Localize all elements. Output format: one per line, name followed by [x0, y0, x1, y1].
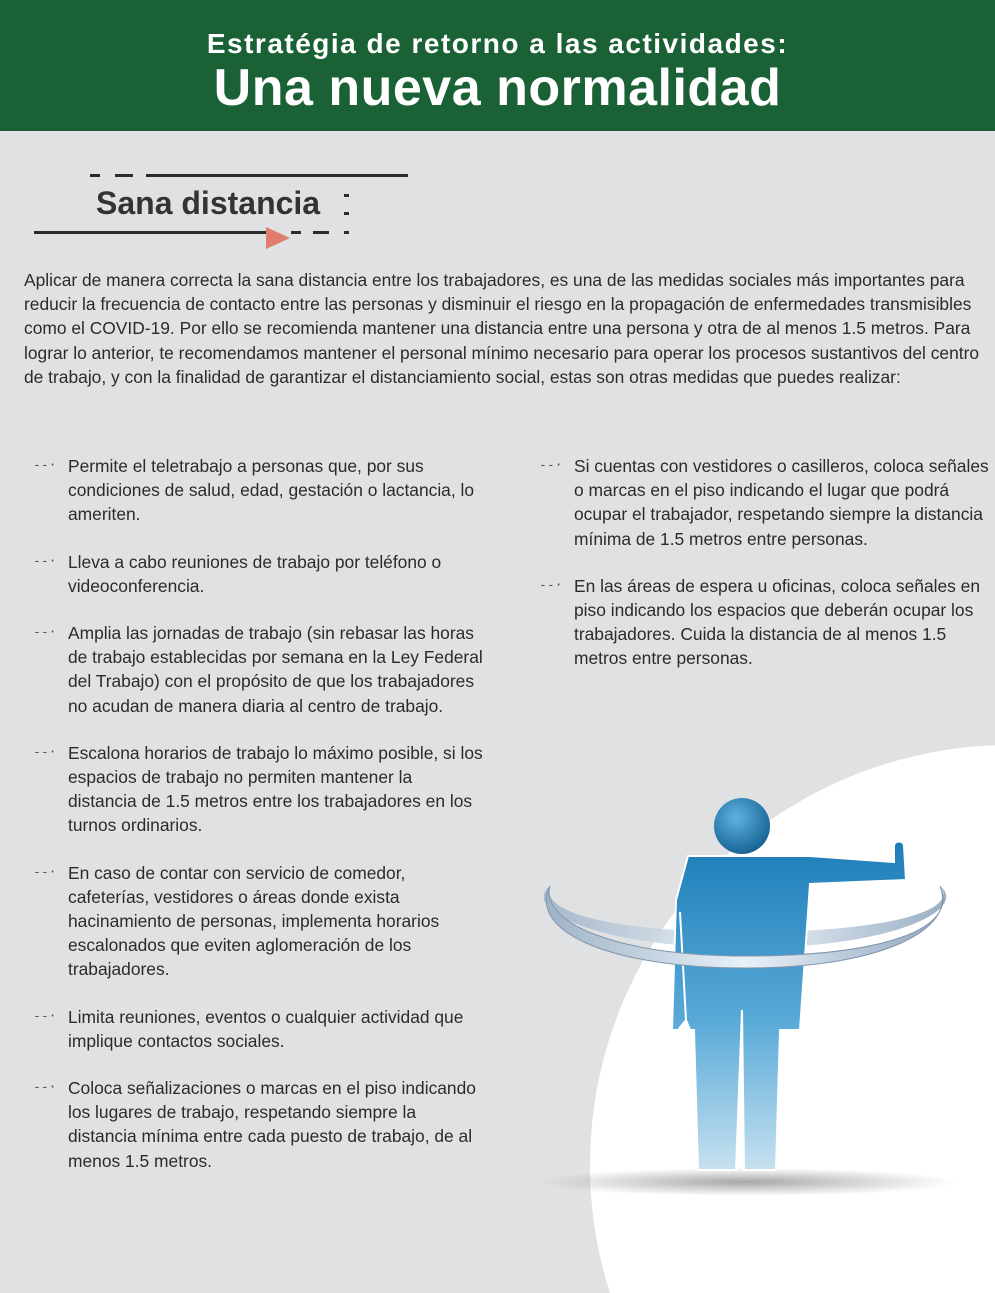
measure-text: Lleva a cabo reuniones de trabajo por teléfono o videoconferencia.: [68, 551, 442, 596]
decor-line: [34, 231, 270, 234]
intro-paragraph: Aplicar de manera correcta la sana distancia entre los trabajadores, es una de las medidas sociales más importantes para reducir la frecuencia de contacto entre las personas y disminuir el riesgo en la propagación de enfermedades transmisibles como el COVID-19. Por ello se recomienda mantener una distancia entre una persona y otra de al menos 1.5 metros. Para lograr lo anterior, te recomendamos mantener el personal mínimo necesario para operar los procesos sustantivos del centro de trabajo, y con la finalidad de garantizar el distanciamiento social, estas son otras medidas que puedes realizar:: [24, 270, 980, 387]
decor-line: [146, 174, 408, 177]
measure-item: [24, 861, 484, 982]
bullet-dash-icon: --·: [33, 1008, 57, 1024]
header-subtitle: Estratégia de retorno a las actividades:: [206, 28, 789, 59]
decor-dash: [344, 212, 349, 215]
bullet-dash-icon: --·: [33, 1080, 57, 1096]
page-header: [0, 0, 995, 131]
header-title: Una nueva normalidad: [213, 59, 782, 117]
section-title: Sana distancia: [96, 185, 321, 221]
measure-item: [530, 454, 990, 551]
measure-text: En caso de contar con servicio de comedor, cafeterías, vestidores o áreas donde exista hacinamiento de personas, implementa horarios escalonados que eviten aglomeración de los trabajadores.: [68, 862, 440, 980]
measure-item: [24, 1005, 484, 1053]
measure-text: Si cuentas con vestidores o casilleros, coloca señales o marcas en el piso indicando el lugar que podrá ocupar el trabajador, respetando siempre la distancia mínima de 1.5 metros entre personas.: [574, 456, 989, 549]
decor-dash: [291, 231, 301, 234]
bullet-dash-icon: --·: [539, 577, 563, 593]
measure-item: [530, 574, 990, 671]
decor-dash: [90, 174, 100, 177]
measure-item: [24, 454, 484, 527]
measure-text: Limita reuniones, eventos o cualquier actividad que implique contactos sociales.: [68, 1006, 464, 1051]
bullet-dash-icon: --·: [33, 864, 57, 880]
decor-dash: [344, 194, 349, 197]
decor-dash: [313, 231, 329, 234]
decor-dash: [115, 174, 133, 177]
bullet-dash-icon: --·: [33, 553, 57, 569]
measure-item: [24, 621, 484, 718]
measure-item: [24, 1076, 484, 1173]
measure-item: [24, 741, 484, 838]
arrow-triangle-icon: [266, 227, 290, 249]
bullet-dash-icon: --·: [33, 625, 57, 641]
measure-text: Escalona horarios de trabajo lo máximo posible, si los espacios de trabajo no permiten mantener la distancia de 1.5 metros entre los trabajadores en los turnos ordinarios.: [68, 742, 483, 836]
measure-text: Permite el teletrabajo a personas que, por sus condiciones de salud, edad, gestación o lactancia, lo ameriten.: [68, 456, 475, 525]
measure-text: En las áreas de espera u oficinas, coloca señales en piso indicando los espacios que deberán ocupar los trabajadores. Cuida la distancia de al menos 1.5 metros entre personas.: [574, 575, 981, 669]
measures-right-column: [530, 454, 990, 694]
measure-text: Coloca señalizaciones o marcas en el piso indicando los lugares de trabajo, respetando siempre la distancia mínima entre cada puesto de trabajo, de al menos 1.5 metros.: [68, 1078, 476, 1171]
measure-text: Amplia las jornadas de trabajo (sin rebasar las horas de trabajo establecidas por semana en la Ley Federal del Trabajo) con el propósito de que los trabajadores no acudan de manera diaria al centro de trabajo.: [68, 623, 483, 716]
bullet-dash-icon: --·: [33, 744, 57, 760]
person-keeping-distance-icon: [510, 780, 970, 1200]
bullet-dash-icon: --·: [539, 458, 563, 473]
measure-item: [24, 550, 484, 598]
measures-left-column: [24, 454, 484, 1196]
bullet-dash-icon: --·: [33, 458, 57, 473]
decor-dash: [344, 231, 349, 234]
